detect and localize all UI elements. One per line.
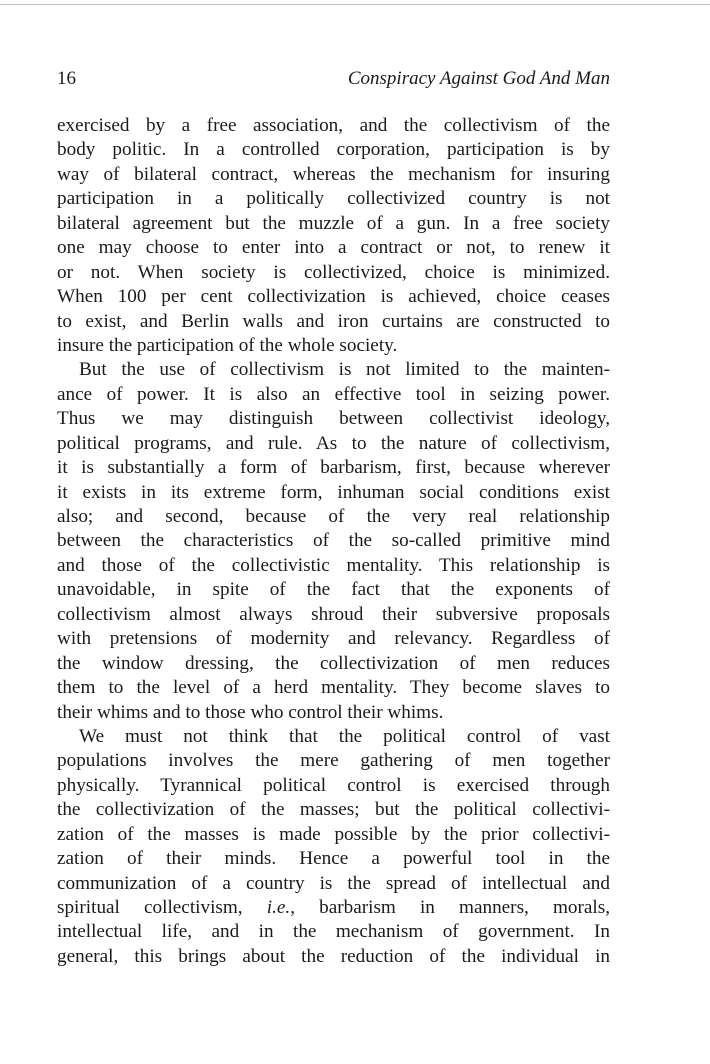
text-line: populations involves the mere gathering of men together: [57, 750, 610, 772]
text-line: Thus we may distinguish between collectivist ideology,: [57, 408, 610, 430]
text-line: with pretensions of modernity and relevancy. Regardless of: [57, 628, 610, 650]
text-line: and those of the collectivistic mentality. This relationship is: [57, 554, 610, 576]
text-line: communization of a country is the spread of intellectual and: [57, 872, 610, 894]
text-line: bilateral agreement but the muzzle of a gun. In a free society: [57, 212, 610, 234]
running-title: Conspiracy Against God And Man: [347, 68, 610, 89]
text-line-ie: [57, 896, 610, 920]
text-line: one may choose to enter into a contract or not, to renew it: [57, 237, 610, 259]
text-line: zation of the masses is made possible by the prior collectivi-: [57, 823, 610, 845]
text-line: exercised by a free association, and the collectivism of the: [57, 115, 610, 136]
body-text: [57, 114, 610, 969]
text-line: But the use of collectivism is not limited to the mainten-: [79, 359, 610, 381]
text-line: participation in a politically collectivized country is not: [57, 188, 610, 210]
text-line: body politic. In a controlled corporation, participation is by: [57, 139, 610, 161]
text-line: zation of their minds. Hence a powerful tool in the: [57, 848, 610, 870]
text-line: between the characteristics of the so-called primitive mind: [57, 530, 610, 552]
text-line: ance of power. It is also an effective tool in seizing power.: [57, 383, 610, 405]
text-line: the collectivization of the masses; but the political collectivi-: [57, 799, 610, 821]
text-line: them to the level of a herd mentality. They become slaves to: [57, 677, 610, 699]
text-line: the window dressing, the collectivization of men reduces: [57, 652, 610, 674]
text-line: unavoidable, in spite of the fact that the exponents of: [57, 579, 610, 601]
text-segment: , barbarism in manners, morals,: [290, 897, 610, 918]
text-line: We must not think that the political control of vast: [79, 725, 610, 747]
text-line: also; and second, because of the very real relationship: [57, 506, 610, 527]
text-line: way of bilateral contract, whereas the mechanism for insuring: [57, 163, 610, 185]
text-line: their whims and to those who control their whims.: [57, 701, 444, 723]
text-line: it exists in its extreme form, inhuman social conditions exist: [57, 481, 610, 503]
page-number: 16: [57, 68, 76, 89]
text-line: general, this brings about the reduction of the individual in: [57, 945, 610, 967]
text-line: it is substantially a form of barbarism, first, because wherever: [57, 457, 610, 479]
italic-abbreviation: i.e.: [266, 897, 291, 918]
text-line: insure the participation of the whole society.: [57, 334, 398, 356]
text-line: collectivism almost always shroud their subversive proposals: [57, 603, 610, 625]
text-line: or not. When society is collectivized, choice is minimized.: [57, 261, 610, 283]
text-segment: spiritual collectivism,: [57, 897, 267, 918]
text-line: When 100 per cent collectivization is achieved, choice ceases: [57, 286, 610, 308]
page-header: [57, 68, 610, 94]
text-line: political programs, and rule. As to the nature of collectivism,: [57, 432, 610, 454]
text-line: intellectual life, and in the mechanism of government. In: [57, 921, 610, 943]
text-line: to exist, and Berlin walls and iron curtains are constructed to: [57, 310, 610, 332]
text-line: physically. Tyrannical political control is exercised through: [57, 774, 610, 796]
top-border-line: [0, 4, 710, 5]
